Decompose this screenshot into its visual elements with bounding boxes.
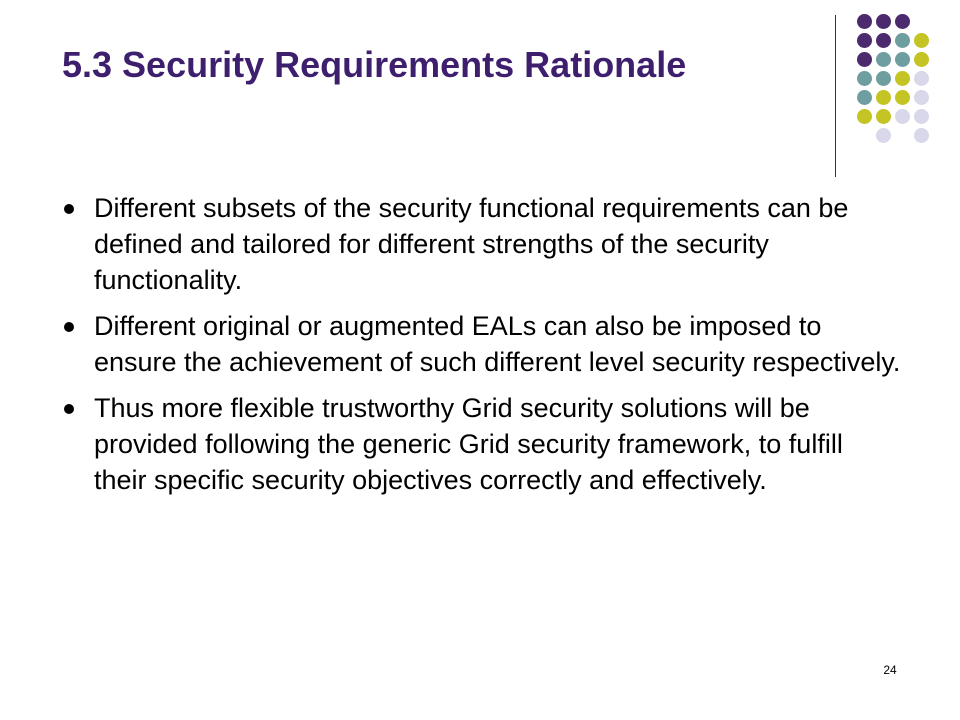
- bullet-list: [62, 190, 902, 508]
- page-number: 24: [883, 663, 897, 677]
- decorative-dot: [857, 109, 872, 124]
- decorative-dot: [876, 52, 891, 67]
- decorative-dot: [914, 33, 929, 48]
- decorative-dot: [876, 109, 891, 124]
- bullet-point-icon: [64, 204, 74, 214]
- bullet-point-icon: [64, 322, 74, 332]
- decorative-dot: [857, 90, 872, 105]
- decorative-dot: [876, 14, 891, 29]
- decorative-dot: [895, 52, 910, 67]
- decorative-dot: [876, 71, 891, 86]
- bullet-item: [62, 308, 902, 380]
- bullet-item: [62, 190, 902, 298]
- decorative-dot: [895, 14, 910, 29]
- bullet-text: Different original or augmented EALs can also be imposed to ensure the achievement of such different level security respectively.: [94, 311, 901, 377]
- decorative-dot-grid: [0, 0, 960, 180]
- decorative-dot: [914, 52, 929, 67]
- decorative-dot: [914, 109, 929, 124]
- decorative-dot: [914, 90, 929, 105]
- decorative-dot: [876, 90, 891, 105]
- decorative-dot: [895, 109, 910, 124]
- decorative-dot: [876, 128, 891, 143]
- decorative-dot: [895, 90, 910, 105]
- decorative-dot: [914, 128, 929, 143]
- bullet-text: Different subsets of the security functional requirements can be defined and tailored for different strengths of the security functionality.: [94, 193, 849, 295]
- bullet-text: Thus more flexible trustworthy Grid security solutions will be provided following the generic Grid security framework, to fulfill their specific security objectives correctly and effectively.: [94, 393, 843, 495]
- decorative-dot: [876, 33, 891, 48]
- vertical-divider: [835, 15, 836, 177]
- bullet-point-icon: [64, 404, 74, 414]
- slide-title: 5.3 Security Requirements Rationale: [62, 44, 687, 85]
- bullet-item: [62, 390, 902, 498]
- decorative-dot: [914, 71, 929, 86]
- decorative-dot: [895, 71, 910, 86]
- decorative-dot: [857, 52, 872, 67]
- decorative-dot: [857, 71, 872, 86]
- decorative-dot: [857, 14, 872, 29]
- decorative-dot: [895, 33, 910, 48]
- decorative-dot: [857, 33, 872, 48]
